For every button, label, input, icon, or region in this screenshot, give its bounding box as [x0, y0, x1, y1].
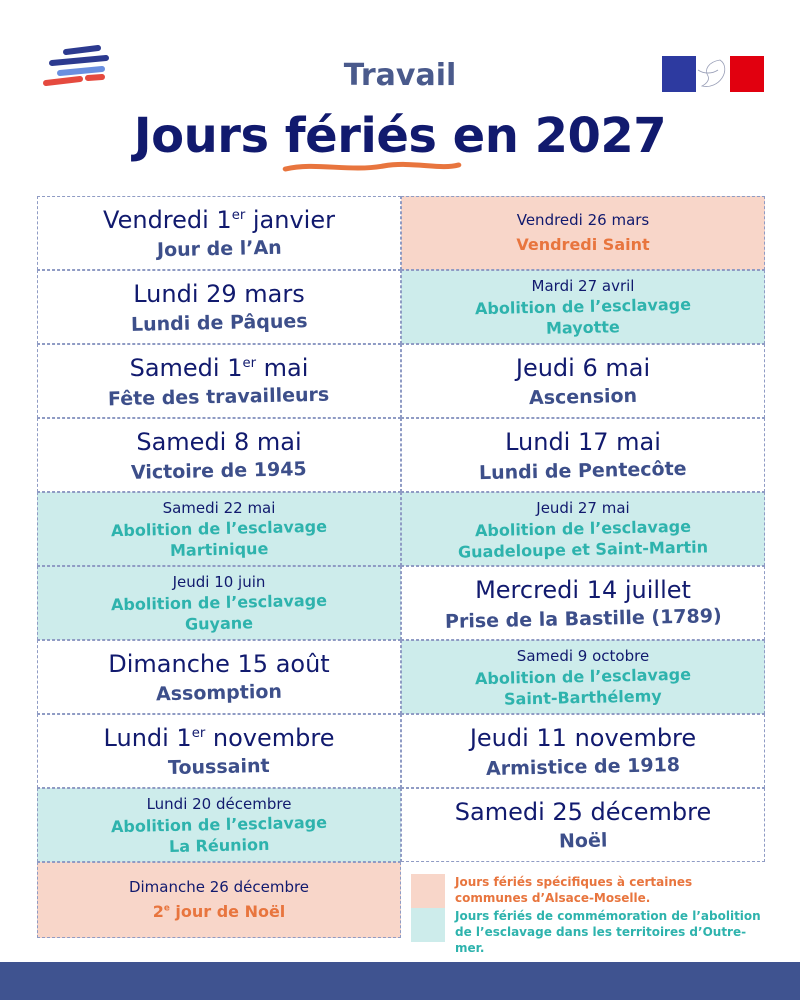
- holiday-date: Samedi 9 octobre: [516, 647, 650, 665]
- holiday-date: Jeudi 11 novembre: [469, 724, 697, 752]
- holiday-date: Jeudi 6 mai: [515, 354, 651, 382]
- holiday-date: Dimanche 26 décembre: [128, 878, 310, 896]
- holiday-cell-left-3: [37, 344, 401, 418]
- page-title: [0, 108, 800, 164]
- holiday-name: Assomption: [155, 680, 283, 706]
- page-kicker: Travail: [343, 58, 457, 93]
- title-part-2: en 2027: [436, 108, 667, 164]
- holiday-name: Abolition de l’esclavage: [110, 516, 328, 541]
- holiday-name: Lundi de Pâques: [130, 310, 308, 336]
- legend-outre-mer: [411, 908, 765, 956]
- holiday-name: Prise de la Bastille (1789): [444, 605, 722, 633]
- holiday-cell-left-2: [37, 270, 401, 344]
- holiday-name: Abolition de l’esclavage: [474, 516, 692, 541]
- holiday-name: Jour de l’An: [156, 236, 282, 262]
- holiday-grid: [37, 196, 765, 955]
- holiday-place: Martinique: [169, 538, 269, 561]
- holiday-date: Samedi 22 mai: [162, 499, 276, 517]
- holiday-place: La Réunion: [168, 834, 270, 857]
- holiday-cell-left-10: [37, 862, 401, 938]
- holiday-cell-right-8: [401, 714, 765, 788]
- holiday-name: Toussaint: [167, 754, 271, 780]
- holiday-date: Mardi 27 avril: [531, 277, 635, 295]
- holiday-date: Vendredi 26 mars: [516, 211, 650, 229]
- holiday-cell-right-9: [401, 788, 765, 862]
- holiday-name: Armistice de 1918: [485, 753, 681, 781]
- holiday-date: Jeudi 10 juin: [172, 573, 266, 591]
- holiday-cell-right-1: [401, 196, 765, 270]
- title-emphasis: fériés: [285, 108, 437, 164]
- holiday-cell-right-5: [401, 492, 765, 566]
- holiday-cell-left-7: [37, 640, 401, 714]
- holiday-name: Abolition de l’esclavage: [110, 590, 328, 615]
- holiday-date: Samedi 25 décembre: [454, 798, 712, 826]
- holiday-cell-right-7: [401, 640, 765, 714]
- legend-text-alsace: Jours fériés spécifiques à certaines communes d’Alsace-Moselle.: [455, 875, 693, 905]
- title-part-1: Jours: [133, 108, 285, 164]
- holiday-cell-right-4: [401, 418, 765, 492]
- holiday-name: Abolition de l’esclavage: [474, 294, 692, 319]
- holiday-name: Lundi de Pentecôte: [478, 457, 688, 485]
- holiday-cell-left-1: [37, 196, 401, 270]
- squiggle-underline-icon: [281, 160, 463, 174]
- holiday-name: Vendredi Saint: [516, 235, 650, 254]
- holiday-date: Lundi 1er novembre: [103, 724, 335, 752]
- holiday-date: Mercredi 14 juillet: [475, 576, 691, 604]
- holiday-date: Vendredi 1er janvier: [103, 206, 335, 234]
- footer-bar: [0, 962, 800, 1000]
- holiday-name: Noël: [558, 829, 608, 853]
- holiday-date: Samedi 1er mai: [129, 354, 309, 382]
- holiday-date: Jeudi 27 mai: [536, 499, 630, 517]
- legend-alsace-moselle: [411, 874, 765, 908]
- holiday-cell-right-2: [401, 270, 765, 344]
- holiday-name: 2e jour de Noël: [152, 902, 286, 921]
- holiday-date: Lundi 29 mars: [133, 280, 305, 308]
- holiday-cell-left-9: [37, 788, 401, 862]
- holiday-name: Ascension: [528, 384, 638, 410]
- holiday-cell-right-3: [401, 344, 765, 418]
- holiday-cell-right-6: [401, 566, 765, 640]
- legend-swatch-peach: [411, 874, 445, 908]
- holiday-date: Dimanche 15 août: [108, 650, 330, 678]
- holiday-cell-left-5: [37, 492, 401, 566]
- holiday-name: Abolition de l’esclavage: [110, 812, 328, 837]
- holiday-place: Guyane: [184, 613, 254, 634]
- holiday-place: Guadeloupe et Saint-Martin: [457, 537, 709, 562]
- holiday-name: Fête des travailleurs: [108, 383, 330, 411]
- holiday-place: Saint-Barthélemy: [503, 686, 663, 709]
- holiday-place: Mayotte: [545, 317, 621, 338]
- holiday-cell-left-6: [37, 566, 401, 640]
- legend-text-outremer: Jours fériés de commémoration de l’abolition de l’esclavage dans les territoires d’Outre-mer.: [455, 909, 761, 955]
- holiday-date: Samedi 8 mai: [136, 428, 302, 456]
- holiday-date: Lundi 20 décembre: [146, 795, 292, 813]
- holiday-name: Abolition de l’esclavage: [474, 664, 692, 689]
- holiday-cell-left-4: [37, 418, 401, 492]
- holiday-name: Victoire de 1945: [130, 458, 308, 484]
- legend-swatch-teal: [411, 908, 445, 942]
- holiday-date: Lundi 17 mai: [505, 428, 661, 456]
- holiday-cell-left-8: [37, 714, 401, 788]
